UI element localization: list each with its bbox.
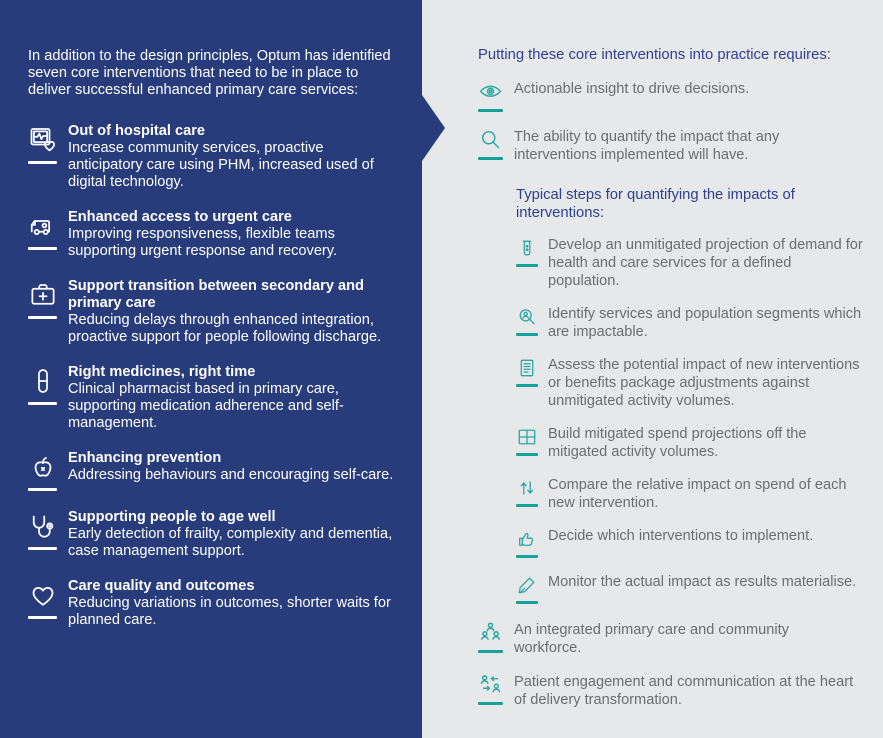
thumbs-up-icon [516, 528, 538, 550]
requirement-text: Develop an unmitigated projection of demand for health and care services for a defined population. [548, 237, 863, 289]
icon-underline [516, 601, 538, 604]
magnifier-icon [478, 127, 503, 152]
icon-underline [28, 547, 57, 550]
icon-underline [478, 702, 503, 705]
care-item-title: Enhanced access to urgent care [68, 209, 292, 225]
apple-icon [28, 452, 58, 482]
care-item-title: Support transition between secondary and primary care [68, 278, 364, 311]
icon-underline [516, 264, 538, 267]
document-icon [516, 357, 538, 379]
care-item-title: Out of hospital care [68, 123, 206, 139]
icon-underline [28, 402, 57, 405]
beaker-icon [516, 237, 538, 259]
eye-icon [478, 79, 503, 104]
people-exchange-icon [478, 672, 503, 697]
care-item-body: Clinical pharmacist based in primary care, supporting medication adherence and self-management. [68, 381, 344, 431]
icon-underline [478, 109, 503, 112]
right-bottom-list [478, 619, 865, 709]
requirement-item [478, 126, 865, 164]
requirement-item [516, 356, 865, 410]
care-item-body: Early detection of frailty, complexity and dementia, case management support. [68, 526, 393, 559]
first-aid-kit-icon [28, 280, 58, 310]
stethoscope-icon [28, 511, 58, 541]
requirement-item [478, 619, 865, 657]
requirement-item [516, 425, 865, 461]
requirement-item [516, 573, 865, 604]
substeps-list [516, 236, 865, 604]
icon-underline [28, 247, 57, 250]
grid-board-icon [516, 426, 538, 448]
requirement-text: Monitor the actual impact as results materialise. [548, 574, 857, 590]
care-item-body: Increase community services, proactive anticipatory care using PHM, increased used of digital technology. [68, 140, 374, 190]
magnifier-person-icon [516, 306, 538, 328]
icon-underline [516, 384, 538, 387]
care-item-title: Enhancing prevention [68, 450, 222, 466]
heart-icon [28, 580, 58, 610]
ambulance-icon [28, 211, 58, 241]
requirement-item [516, 476, 865, 512]
people-group-icon [478, 620, 503, 645]
requirement-item [516, 305, 865, 341]
requirement-text: Identify services and population segments which are impactable. [548, 306, 862, 340]
requirement-item [478, 78, 865, 112]
icon-underline [28, 488, 57, 491]
icon-underline [478, 650, 503, 653]
requirement-text: Build mitigated spend projections off the mitigated activity volumes. [548, 426, 807, 460]
right-top-list [478, 78, 865, 164]
care-item [28, 123, 400, 191]
icon-underline [28, 161, 57, 164]
right-panel-heading: Putting these core interventions into practice requires: [478, 47, 831, 63]
requirement-text: Assess the potential impact of new interventions or benefits package adjustments against unmitigated activity volumes. [548, 357, 860, 409]
substeps-heading: Typical steps for quantifying the impacts of interventions: [516, 187, 795, 221]
care-item [28, 278, 400, 346]
left-intro-text: In addition to the design principles, Optum has identified seven core interventions that need to be in place to deliver successful enhanced primary care services: [28, 48, 391, 98]
care-item [28, 450, 400, 491]
left-item-list [28, 123, 400, 629]
care-item [28, 578, 400, 629]
arrows-up-down-icon [516, 477, 538, 499]
care-item-body: Reducing delays through enhanced integration, proactive support for people following discharge. [68, 312, 382, 345]
care-item-title: Care quality and outcomes [68, 578, 255, 594]
monitor-heart-icon [28, 125, 58, 155]
care-item [28, 364, 400, 432]
icon-underline [478, 157, 503, 160]
requirement-text: Actionable insight to drive decisions. [514, 81, 750, 97]
icon-underline [28, 316, 57, 319]
requirement-text: Decide which interventions to implement. [548, 528, 814, 544]
requirement-text: The ability to quantify the impact that any interventions implemented will have. [514, 129, 780, 163]
requirement-text: Compare the relative impact on spend of each new intervention. [548, 477, 847, 511]
core-interventions-panel [0, 0, 422, 738]
care-item [28, 209, 400, 260]
requirement-item [516, 527, 865, 558]
icon-underline [516, 333, 538, 336]
pill-icon [28, 366, 58, 396]
care-item-body: Improving responsiveness, flexible teams supporting urgent response and recovery. [68, 226, 338, 259]
pen-icon [516, 574, 538, 596]
requirement-item [516, 236, 865, 290]
care-item-title: Right medicines, right time [68, 364, 256, 380]
icon-underline [28, 616, 57, 619]
icon-underline [516, 504, 538, 507]
practice-requirements-panel [422, 0, 883, 738]
requirement-text: Patient engagement and communication at the heart of delivery transformation. [514, 674, 854, 708]
icon-underline [516, 453, 538, 456]
care-item-body: Reducing variations in outcomes, shorter waits for planned care. [68, 595, 391, 628]
icon-underline [516, 555, 538, 558]
care-item [28, 509, 400, 560]
requirement-item [478, 671, 865, 709]
care-item-body: Addressing behaviours and encouraging self-care. [68, 467, 394, 483]
requirement-text: An integrated primary care and community workforce. [514, 622, 789, 656]
care-item-title: Supporting people to age well [68, 509, 276, 525]
